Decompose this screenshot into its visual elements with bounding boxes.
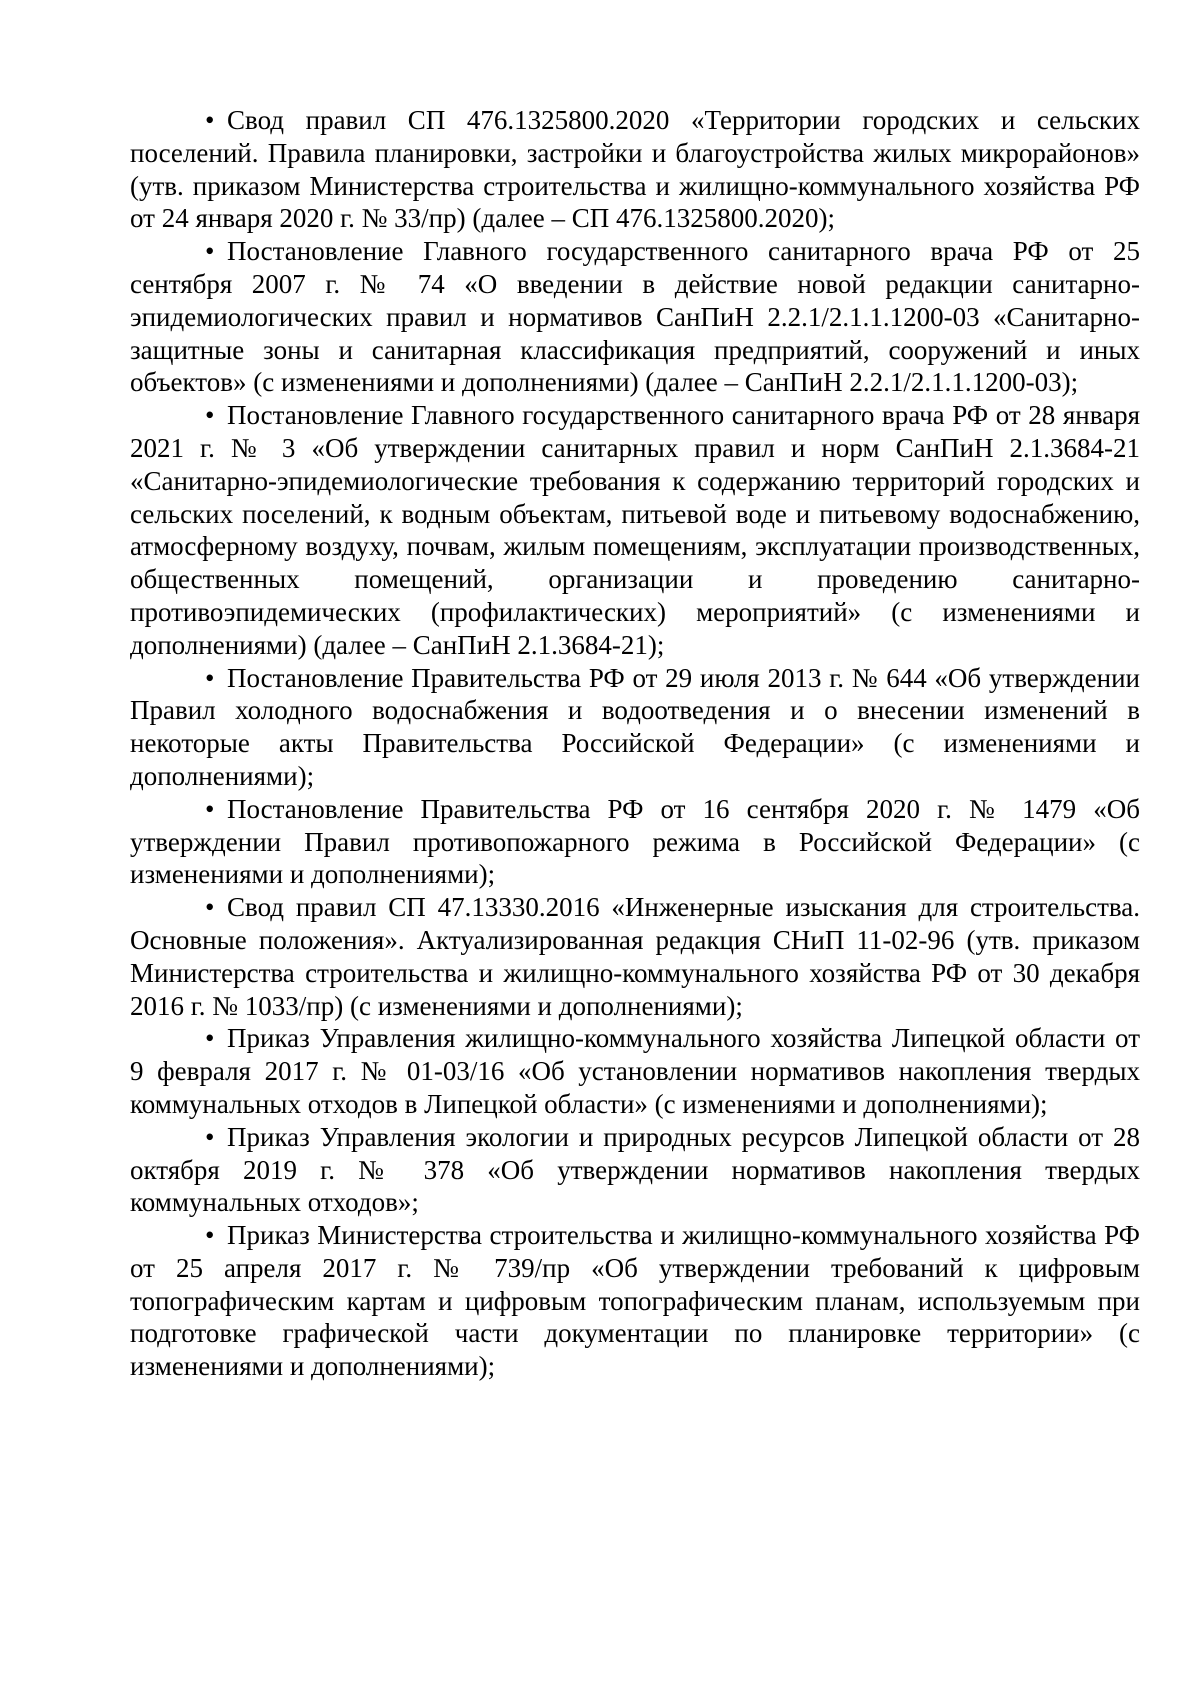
bullet-icon: • — [205, 236, 215, 267]
bullet-icon: • — [205, 662, 215, 693]
list-item-text: Постановление Правительства РФ от 29 июля 2013 г. № 644 «Об утверждении Правил холодного водоснабжения и водоотведения и о внесении изменений в некоторые акты Правительства Российской Федерации» (с изменениями и дополнениями); — [130, 662, 1140, 791]
bullet-icon: • — [205, 400, 215, 431]
bullet-icon: • — [205, 892, 215, 923]
list-item-text: Приказ Управления жилищно-коммунального хозяйства Липецкой области от 9 февраля 2017 г. № 01-03/16 «Об установлении нормативов накопления твердых коммунальных отходов в Липецкой области» (с изменениями и дополнениями); — [130, 1023, 1140, 1119]
list-item — [130, 891, 1140, 1022]
list-item — [130, 235, 1140, 399]
list-item-text: Постановление Главного государственного санитарного врача РФ от 28 января 2021 г. № 3 «Об утверждении санитарных правил и норм СанПиН 2.1.3684-21 «Санитарно-эпидемиологические требования к содержанию территорий городских и сельских поселений, к водным объектам, питьевой воде и питьевому водоснабжению, атмосферному воздуху, почвам, жилым помещениям, эксплуатации производственных, общественных помещений, организации и проведению санитарно-противоэпидемических (профилактических) мероприятий» (с изменениями и дополнениями) (далее – СанПиН 2.1.3684-21); — [130, 400, 1140, 660]
list-item-text: Приказ Управления экологии и природных ресурсов Липецкой области от 28 октября 2019 г. № 378 «Об утверждении нормативов накопления твердых коммунальных отходов»; — [130, 1121, 1140, 1218]
bullet-icon: • — [205, 1121, 215, 1152]
bullet-icon: • — [205, 105, 215, 135]
list-item — [130, 399, 1140, 661]
list-item — [130, 793, 1140, 891]
list-item — [130, 1121, 1140, 1219]
list-item-text: Свод правил СП 476.1325800.2020 «Территории городских и сельских поселений. Правила планировки, застройки и благоустройства жилых микрорайонов» (утв. приказом Министерства строительства и жилищно-коммунального хозяйства РФ от 24 января 2020 г. № 33/пр) (далее – СП 476.1325800.2020); — [130, 105, 1140, 234]
list-item — [130, 104, 1140, 235]
list-item — [130, 1022, 1140, 1120]
bullet-icon: • — [205, 793, 215, 824]
list-item-text: Постановление Правительства РФ от 16 сентября 2020 г. № 1479 «Об утверждении Правил противопожарного режима в Российской Федерации» (с изменениями и дополнениями); — [130, 793, 1140, 890]
document-page — [130, 104, 1140, 1383]
bullet-icon: • — [205, 1220, 215, 1251]
list-item — [130, 662, 1140, 793]
bullet-icon: • — [205, 1023, 215, 1054]
list-item-text: Свод правил СП 47.13330.2016 «Инженерные изыскания для строительства. Основные положения». Актуализированная редакция СНиП 11-02-96 (утв. приказом Министерства строительства и жилищно-коммунального хозяйства РФ от 30 декабря 2016 г. № 1033/пр) (с изменениями и дополнениями); — [130, 892, 1140, 1021]
list-item-text: Постановление Главного государственного санитарного врача РФ от 25 сентября 2007 г. № 74 «О введении в действие новой редакции санитарно-эпидемиологических правил и нормативов СанПиН 2.2.1/2.1.1.1200-03 «Санитарно-защитные зоны и санитарная классификация предприятий, сооружений и иных объектов» (с изменениями и дополнениями) (далее – СанПиН 2.2.1/2.1.1.1200-03); — [130, 236, 1140, 398]
list-item — [130, 1219, 1140, 1383]
list-item-text: Приказ Министерства строительства и жилищно-коммунального хозяйства РФ от 25 апреля 2017 г. № 739/пр «Об утверждении требований к цифровым топографическим картам и цифровым топографическим планам, используемым при подготовке графической части документации по планировке территории» (с изменениями и дополнениями); — [130, 1220, 1140, 1382]
